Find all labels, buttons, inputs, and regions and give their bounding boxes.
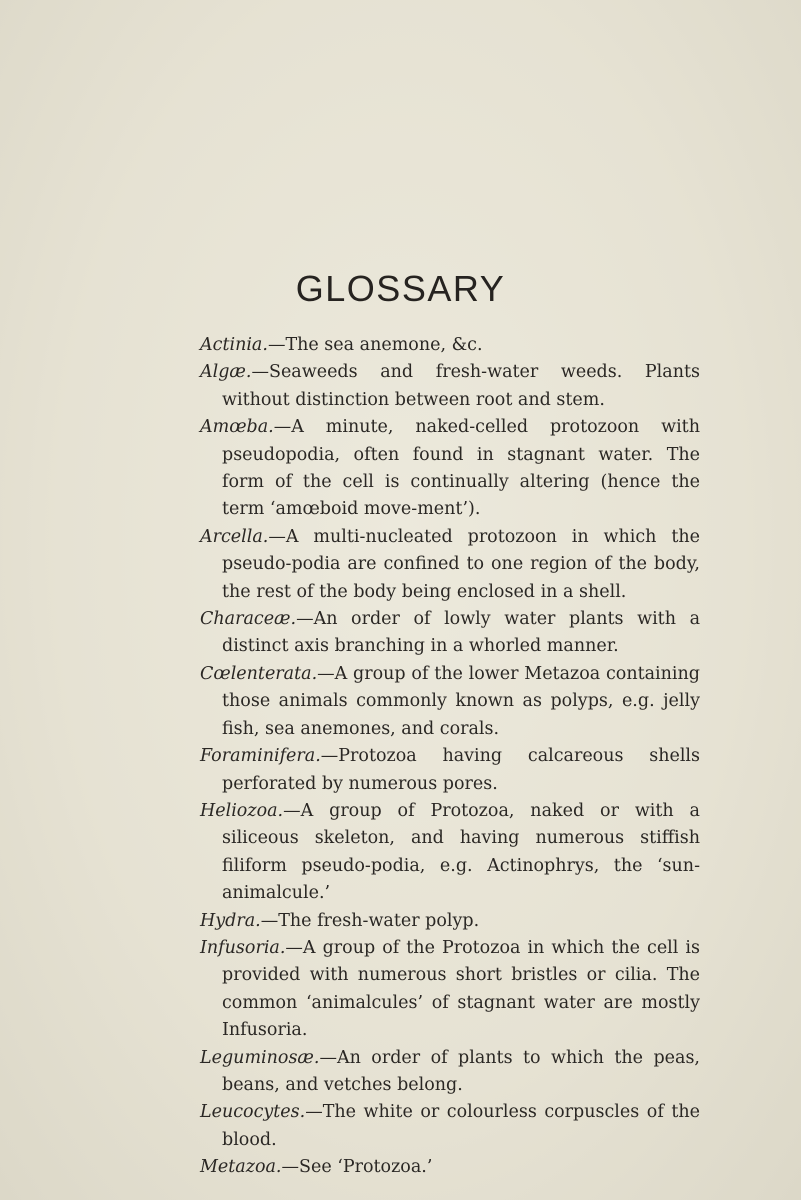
glossary-definition: A minute, naked-celled protozoon with pseudopodia, often found in stagnant water. The form of the cell is continually altering (hence the term ‘amœboid move-ment’). — [222, 417, 700, 520]
glossary-term: Algæ. — [200, 362, 252, 383]
glossary-term: Actinia. — [200, 335, 268, 355]
glossary-entry: Foraminifera.—Protozoa having calcareous shells perforated by numerous pores. — [200, 746, 700, 794]
glossary-list — [200, 332, 700, 1182]
glossary-definition: A multi-nucleated protozoon in which the pseudo-podia are confined to one region of the body, the rest of the body being enclosed in a shell. — [222, 526, 700, 602]
glossary-term: Leguminosæ. — [200, 1047, 320, 1068]
glossary-term: Hydra. — [200, 910, 261, 931]
glossary-definition: A group of the Protozoa in which the cell is provided with numerous short bristles or cilia. The common ‘animalcules’ of stagnant water are mostly Infusoria. — [222, 937, 700, 1041]
page-title: GLOSSARY — [295, 268, 506, 309]
glossary-entry: Metazoa.—See ‘Protozoa.’ — [200, 1157, 433, 1178]
glossary-term: Characeæ. — [200, 609, 297, 630]
glossary-entry: Characeæ.—An order of lowly water plants with a distinct axis branching in a whorled manner. — [200, 609, 700, 657]
glossary-entry: Cœlenterata.—A group of the lower Metazoa containing those animals commonly known as polyps, e.g. jelly fish, sea anemones, and corals. — [200, 663, 700, 739]
glossary-term: Metazoa. — [200, 1157, 282, 1178]
glossary-term: Infusoria. — [200, 937, 286, 958]
glossary-definition: A group of the lower Metazoa containing those animals commonly known as polyps, e.g. jelly fish, sea anemones, and corals. — [222, 663, 700, 739]
glossary-entry: Leguminosæ.—An order of plants to which the peas, beans, and vetches belong. — [200, 1047, 700, 1095]
glossary-term: Foraminifera. — [200, 746, 321, 767]
glossary-term: Leucocytes. — [200, 1102, 306, 1123]
glossary-entry: Heliozoa.—A group of Protozoa, naked or with a siliceous skeleton, and having numerous stiffish filiform pseudo-podia, e.g. Actinophrys, the ‘sun-animalcule.’ — [200, 800, 700, 904]
glossary-definition: The sea anemone, &c. — [285, 335, 483, 355]
glossary-definition: The white or colourless corpuscles of the blood. — [222, 1102, 700, 1150]
glossary-entry: Infusoria.—A group of the Protozoa in which the cell is provided with numerous short bristles or cilia. The common ‘animalcules’ of stagnant water are mostly Infusoria. — [200, 937, 700, 1041]
glossary-definition: Protozoa having calcareous shells perforated by numerous pores. — [222, 746, 700, 794]
glossary-definition: An order of lowly water plants with a distinct axis branching in a whorled manner. — [222, 609, 700, 657]
glossary-term: Heliozoa. — [200, 800, 284, 821]
glossary-definition: An order of plants to which the peas, beans, and vetches belong. — [222, 1047, 700, 1095]
glossary-term: Arcella. — [200, 526, 269, 547]
glossary-entry: Arcella.—A multi-nucleated protozoon in which the pseudo-podia are confined to one region of the body, the rest of the body being enclosed in a shell. — [200, 526, 700, 602]
glossary-entry: Leucocytes.—The white or colourless corpuscles of the blood. — [200, 1102, 700, 1150]
glossary-term: Cœlenterata. — [200, 663, 318, 684]
glossary-definition: The fresh-water polyp. — [278, 910, 480, 931]
glossary-entry: Hydra.—The fresh-water polyp. — [200, 910, 480, 931]
glossary-term: Amœba. — [200, 417, 274, 438]
glossary-entry: Amœba.—A minute, naked-celled protozoon with pseudopodia, often found in stagnant water. The form of the cell is continually altering (hence the term ‘amœboid move-ment’). — [200, 417, 700, 520]
glossary-entry: Algæ.—Seaweeds and fresh-water weeds. Plants without distinction between root and stem. — [200, 362, 700, 410]
glossary-definition: A group of Protozoa, naked or with a siliceous skeleton, and having numerous stiffish filiform pseudo-podia, e.g. Actinophrys, the ‘sun-animalcule.’ — [222, 800, 700, 904]
glossary-definition: See ‘Protozoa.’ — [299, 1157, 433, 1178]
glossary-definition: Seaweeds and fresh-water weeds. Plants without distinction between root and stem. — [222, 362, 700, 410]
glossary-entry: Actinia.—The sea anemone, &c. — [200, 335, 483, 355]
